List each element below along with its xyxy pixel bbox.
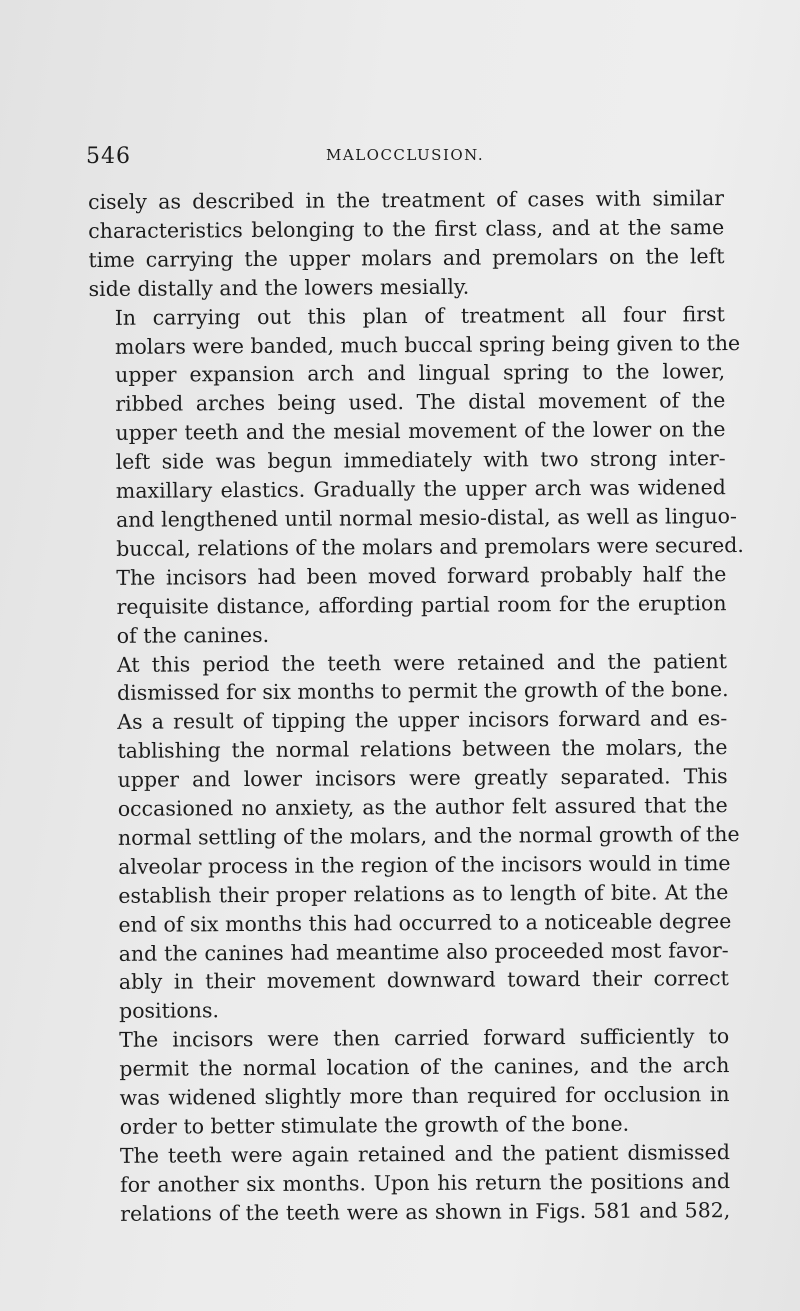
page-number: 546 — [86, 144, 131, 169]
text-line: normal settling of the molars, and the normal growth of the — [117, 821, 740, 850]
paragraph — [91, 647, 740, 1027]
text-line: upper and lower incisors were greatly separated. This — [117, 764, 728, 792]
text-line: The incisors were then carried forward sufficiently to — [119, 1024, 730, 1053]
text-line: end of six months this had occurred to a noticeable degree — [118, 908, 732, 937]
text-line: alveolar process in the region of the incisors would in time — [118, 850, 731, 879]
text-line: side distally and the lowers mesially. — [88, 274, 470, 301]
text-line: upper teeth and the mesial movement of the lower on the — [115, 417, 726, 446]
text-line: establish their proper relations as to length of bite. At the — [118, 879, 729, 908]
paragraph — [93, 1022, 730, 1142]
text-line: maxillary elastics. Gradually the upper arch was widened — [115, 475, 726, 503]
text-line: buccal, relations of the molars and premolars were secured. — [116, 532, 744, 561]
text-line: dismissed for six months to permit the growth of the bone. — [117, 677, 729, 706]
text-line: of the canines. — [116, 622, 270, 648]
text-line: time carrying the upper molars and premolars on the left — [88, 243, 725, 272]
text-line: was widened slightly more than required for occlusion in — [119, 1082, 730, 1110]
text-line: left side was begun immediately with two strong inter- — [115, 446, 726, 474]
text-line: occasioned no anxiety, as the author felt assured that the — [117, 793, 728, 821]
text-line: and lengthened until normal mesio-distal, as well as linguo- — [115, 504, 737, 532]
text-line: permit the normal location of the canines, and the arch — [119, 1053, 730, 1082]
text-line: ably in their movement downward toward their correct — [118, 966, 729, 995]
text-line: cisely as described in the treatment of cases with similar — [88, 186, 725, 214]
text-line: tablishing the normal relations between the molars, the — [117, 735, 728, 764]
text-line: characteristics belonging to the first class, and at the same — [88, 215, 725, 243]
text-line: The teeth were again retained and the patient dismissed — [119, 1140, 730, 1168]
body-text — [88, 184, 744, 1228]
page-header — [86, 140, 726, 176]
text-line: for another six months. Upon his return the positions and — [120, 1168, 731, 1197]
text-line: The incisors had been moved forward probably half the — [116, 561, 727, 590]
text-line: order to better stimulate the growth of the bone. — [119, 1111, 630, 1139]
running-head: MALOCCLUSION. — [326, 146, 485, 164]
paragraph — [88, 184, 725, 304]
paragraph — [89, 300, 744, 651]
text-line: At this period the teeth were retained and the patient — [116, 648, 727, 677]
text-line: molars were banded, much buccal spring being given to the — [114, 330, 741, 359]
paragraph — [94, 1138, 731, 1229]
text-line: As a result of tipping the upper incisors forward and es- — [117, 706, 728, 735]
text-line: ribbed arches being used. The distal movement of the — [115, 388, 726, 417]
text-line: and the canines had meantime also proceeded most favor- — [118, 937, 729, 966]
text-line: requisite distance, affording partial room for the eruption — [116, 590, 727, 619]
text-line: relations of the teeth were as shown in Figs. 581 and 582, — [120, 1197, 731, 1226]
text-line: upper expansion arch and lingual spring to the lower, — [115, 359, 726, 388]
text-line: In carrying out this plan of treatment all four first — [114, 301, 725, 330]
text-line: positions. — [118, 998, 220, 1024]
